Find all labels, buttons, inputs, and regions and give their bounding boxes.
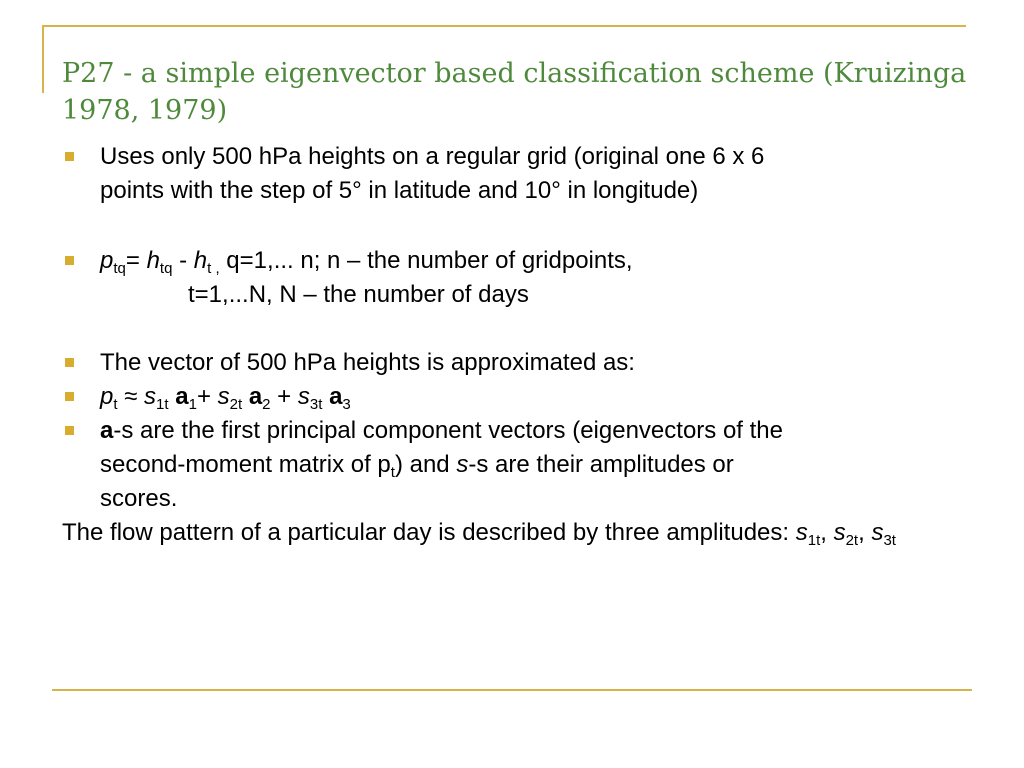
- sub-t: t: [113, 396, 118, 413]
- approximation-formula: [100, 380, 962, 414]
- bullet-grid: [62, 140, 962, 208]
- closing-line-1: The flow pattern of a particular day is described by three: [62, 519, 660, 546]
- bullet-approximation: [62, 380, 962, 414]
- bullet-square-icon: [65, 358, 74, 367]
- minus: -: [172, 247, 194, 274]
- sub-3t: 3t: [309, 396, 323, 413]
- sub-2t: 2t: [229, 396, 243, 413]
- var-s1: s: [144, 383, 157, 410]
- var-h: h: [193, 247, 208, 274]
- comma: ,: [858, 519, 872, 546]
- components-text: second-moment matrix of p: [100, 451, 391, 478]
- var-p: p: [100, 383, 114, 410]
- var-a: a: [100, 417, 114, 444]
- closing-line-2: [666, 519, 896, 549]
- sub-t: t ,: [207, 260, 220, 277]
- definition-line-1: [100, 244, 962, 278]
- vector-text: The vector of 500 hPa heights is approximated as:: [100, 349, 635, 376]
- definition-rest: q=1,... n; n – the number of gridpoints,: [219, 247, 633, 274]
- var-s1: s: [795, 519, 808, 546]
- var-a2: a: [248, 383, 263, 410]
- comma: ,: [820, 519, 834, 546]
- components-line-2: [100, 448, 962, 482]
- bullet-grid-line-1: Uses only 500 hPa heights on a regular grid (original one 6 x 6: [100, 143, 765, 170]
- sub-tq: tq: [159, 260, 173, 277]
- sub-1: 1: [188, 396, 197, 413]
- bullet-square-icon: [65, 392, 74, 401]
- definition-line-2: t=1,...N, N – the number of days: [188, 281, 529, 308]
- sub-3: 3: [342, 396, 351, 413]
- components-line-3: scores.: [100, 485, 178, 512]
- title-line-2: 1978, 1979): [62, 95, 228, 126]
- var-s2: s: [833, 519, 846, 546]
- approx-symbol: ≈: [117, 383, 145, 410]
- equals: =: [125, 247, 147, 274]
- sub-1t: 1t: [807, 532, 821, 549]
- var-s: s: [456, 451, 469, 478]
- sub-1t: 1t: [156, 396, 169, 413]
- plus: +: [270, 383, 298, 410]
- slide-title: [62, 55, 982, 129]
- bullet-vector: [62, 346, 962, 380]
- sub-t: t: [390, 464, 395, 481]
- var-s3: s: [871, 519, 884, 546]
- sub-tq: tq: [113, 260, 126, 277]
- bullet-square-icon: [65, 152, 74, 161]
- bullet-square-icon: [65, 256, 74, 265]
- sub-2t: 2t: [845, 532, 859, 549]
- components-text: -s are the first principal component vectors (eigenvectors of the: [113, 417, 784, 444]
- title-line-1: P27 - a simple eigenvector based classification scheme (Kruizinga: [62, 58, 967, 89]
- bullet-components: [62, 414, 962, 516]
- var-s2: s: [217, 383, 230, 410]
- var-a1: a: [175, 383, 189, 410]
- var-a3: a: [329, 383, 343, 410]
- frame-top-rule: [44, 25, 966, 27]
- closing-paragraph: [62, 516, 962, 550]
- var-s3: s: [297, 383, 310, 410]
- components-line-1: [100, 414, 962, 448]
- bullet-square-icon: [65, 426, 74, 435]
- bullet-grid-line-2: points with the step of 5° in latitude and 10° in longitude): [100, 177, 699, 204]
- var-h: h: [146, 247, 160, 274]
- plus: +: [196, 383, 218, 410]
- bullet-definition: [62, 244, 962, 312]
- sub-2: 2: [262, 396, 271, 413]
- frame-left-rule: [42, 25, 44, 93]
- components-text: -s are their amplitudes or: [468, 451, 734, 478]
- closing-text: amplitudes:: [666, 519, 796, 546]
- components-text: ) and: [394, 451, 457, 478]
- frame-bottom-rule: [52, 689, 972, 691]
- slide-body: [62, 140, 962, 550]
- var-p: p: [100, 247, 114, 274]
- sub-3t: 3t: [883, 532, 896, 549]
